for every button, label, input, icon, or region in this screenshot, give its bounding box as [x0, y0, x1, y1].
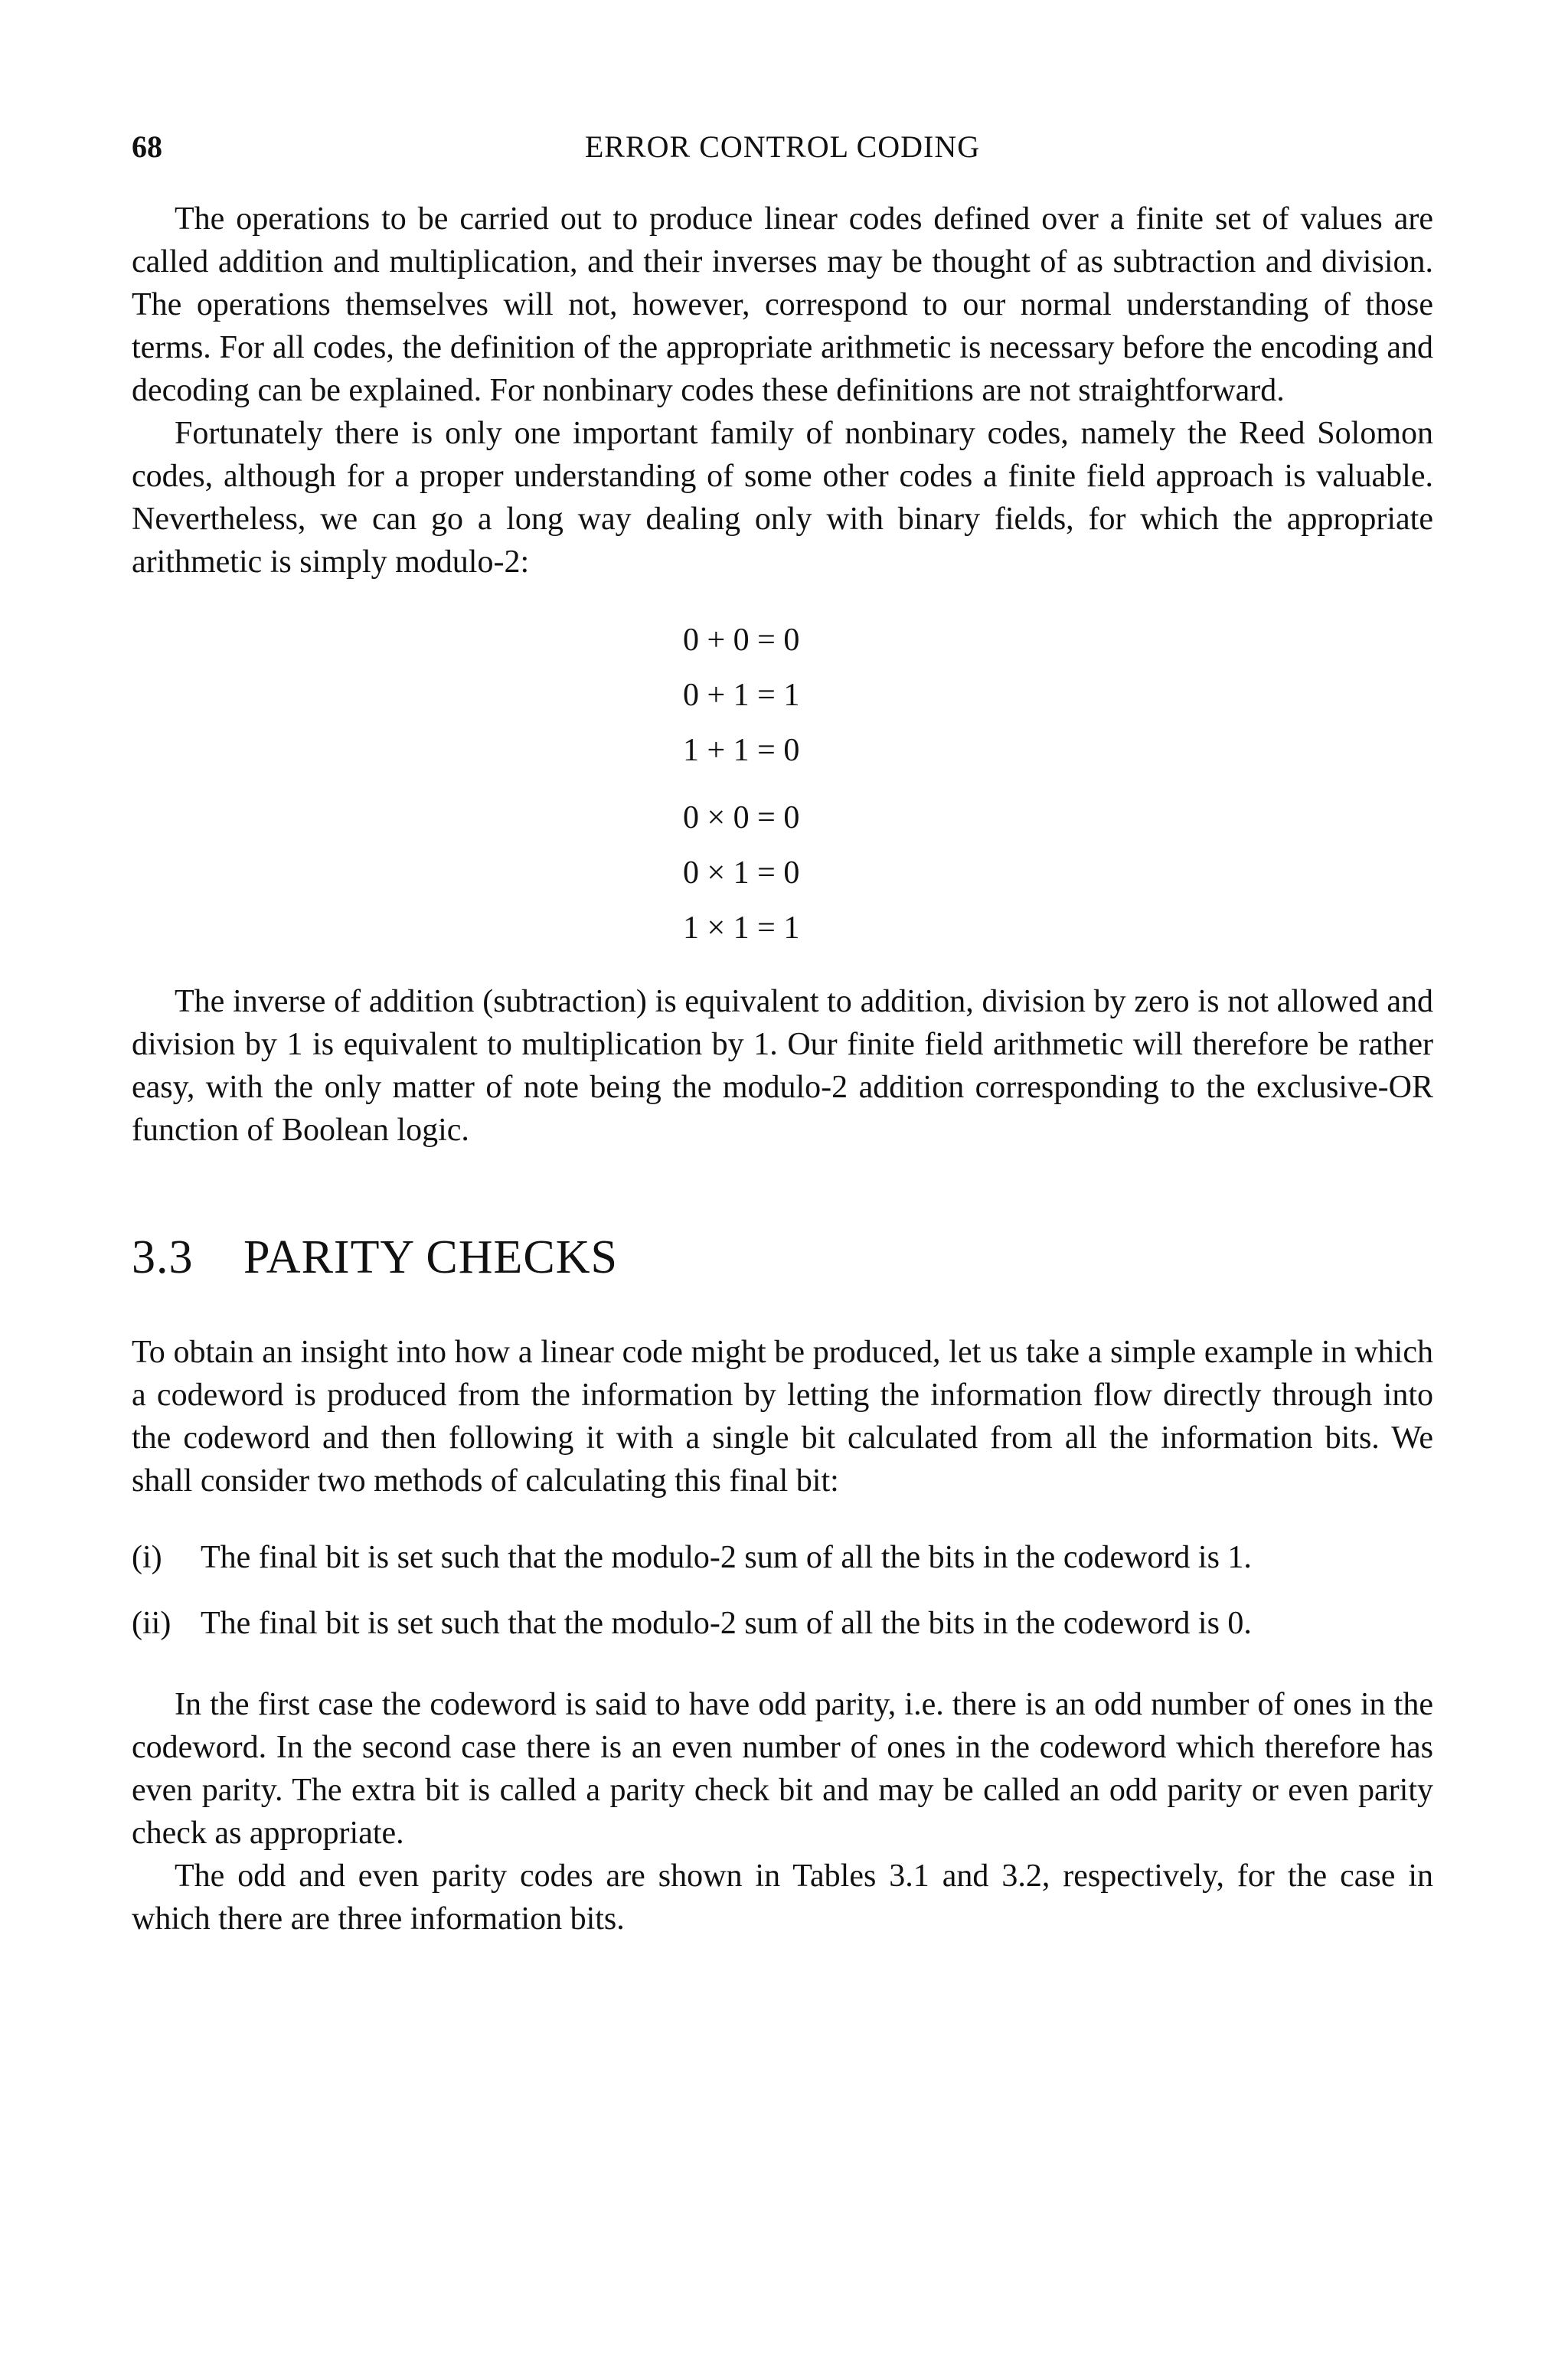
book-page: [132, 115, 1433, 1940]
equation-group-gap: [683, 778, 1433, 790]
list-item: [132, 1602, 1433, 1648]
running-title: ERROR CONTROL CODING: [584, 129, 981, 164]
paragraph-parity-intro: To obtain an insight into how a linear code might be produced, let us take a simple example in which a codeword is produced from the information by letting the information flow directly through into the codeword and then following it with a single bit calculated from all the information bits. We shall consider two methods of calculating this final bit:: [132, 1335, 1433, 1499]
paragraph-inverse-addition: The inverse of addition (subtraction) is equivalent to addition, division by zero is not allowed and division by 1 is equivalent to multiplication by 1. Our finite field arithmetic will therefore be rather easy, with the only matter of note being the modulo-2 addition corresponding to the exclusive-OR function of Boolean logic.: [132, 984, 1433, 1148]
list-marker: (ii): [132, 1606, 172, 1641]
equation-mul-1-1: 1 × 1 = 1: [683, 910, 800, 946]
equation-add-1-1: 1 + 1 = 0: [683, 733, 800, 768]
equation-add-0-1: 0 + 1 = 1: [683, 678, 800, 713]
running-head: [132, 115, 1433, 164]
parity-method-list: [132, 1536, 1433, 1648]
paragraph-tables-reference: The odd and even parity codes are shown in Tables 3.1 and 3.2, respectively, for the case in which there are three information bits.: [132, 1858, 1433, 1937]
list-marker: (i): [132, 1540, 162, 1575]
modulo-2-equations: [683, 613, 1433, 956]
section-heading: [132, 1227, 1433, 1288]
paragraph-binary-fields: Fortunately there is only one important family of nonbinary codes, namely the Reed Solomon codes, although for a proper understanding of some other codes a finite field approach is valuable. Nevertheless, we can go a long way dealing only with binary fields, for which the appropriate arithmetic is simply modulo-2:: [132, 416, 1433, 580]
section-number: 3.3: [132, 1231, 194, 1283]
page-number: 68: [132, 129, 162, 164]
list-item: [132, 1536, 1433, 1582]
equation-add-0-0: 0 + 0 = 0: [683, 623, 800, 658]
section-title: PARITY CHECKS: [243, 1231, 619, 1283]
paragraph-odd-even-parity: In the first case the codeword is said to have odd parity, i.e. there is an odd number of ones in the codeword. In the second case there is an even number of ones in the codeword which therefore has even parity. The extra bit is called a parity check bit and may be called an odd parity or even parity check as appropriate.: [132, 1687, 1433, 1851]
list-item-text: The final bit is set such that the modulo-2 sum of all the bits in the codeword is 1.: [201, 1540, 1252, 1575]
equation-mul-0-0: 0 × 0 = 0: [683, 800, 800, 835]
equation-mul-0-1: 0 × 1 = 0: [683, 855, 800, 891]
paragraph-operations: The operations to be carried out to produce linear codes defined over a finite set of values are called addition and multiplication, and their inverses may be thought of as subtraction and division. The operations themselves will not, however, correspond to our normal understanding of those terms. For all codes, the definition of the appropriate arithmetic is necessary before the encoding and decoding can be explained. For nonbinary codes these definitions are not straightforward.: [132, 201, 1433, 408]
list-item-text: The final bit is set such that the modulo-2 sum of all the bits in the codeword is 0.: [201, 1606, 1252, 1641]
